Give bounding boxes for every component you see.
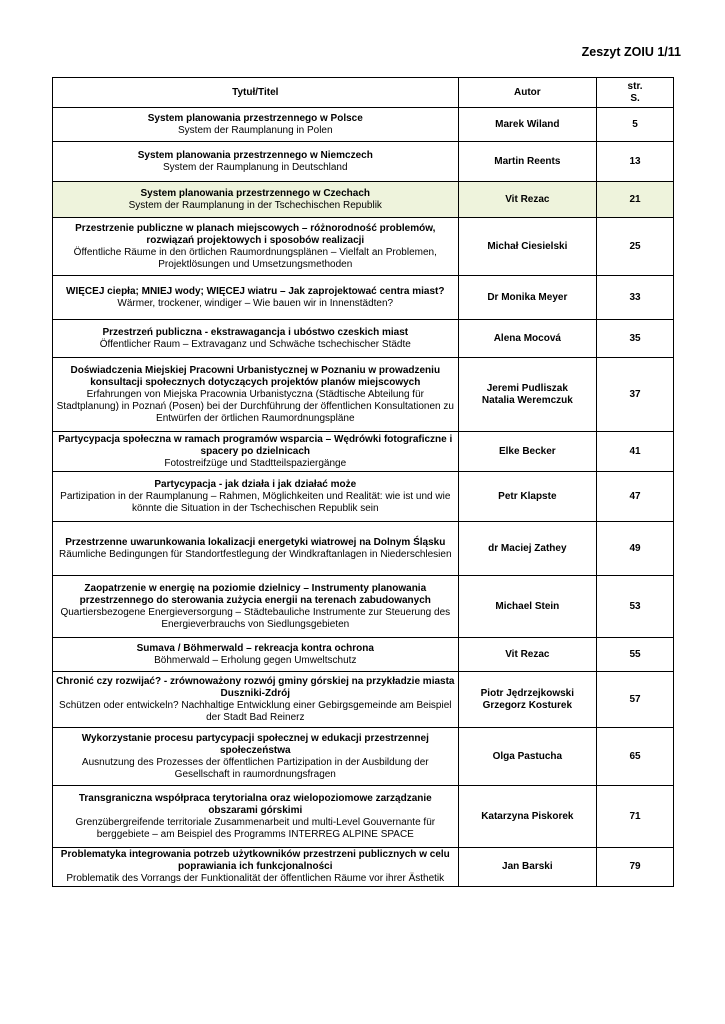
article-title-polish: WIĘCEJ ciepła; MNIEJ wody; WIĘCEJ wiatru – Jak zaprojektować centra miast? <box>66 285 445 297</box>
article-title-polish: Przestrzenne uwarunkowania lokalizacji energetyki wiatrowej na Dolnym Śląsku <box>65 536 446 548</box>
issue-label: Zeszyt ZOIU 1/11 <box>581 45 681 59</box>
author-name: Jan Barski <box>502 861 553 872</box>
article-title-polish: Doświadczenia Miejskiej Pracowni Urbanistycznej w Poznaniu w prowadzeniu konsultacji społecznych dotyczących projektów planów miejscowych <box>70 364 441 388</box>
author-cell <box>458 182 597 218</box>
page-number: 57 <box>597 672 674 728</box>
article-title-cell <box>53 142 459 182</box>
article-title-cell <box>53 672 459 728</box>
article-title-polish: System planowania przestrzennego w Czechach <box>140 187 371 199</box>
table-row <box>53 728 674 786</box>
table-row <box>53 472 674 522</box>
table-row <box>53 320 674 358</box>
author-cell <box>458 728 597 786</box>
article-title-german: Räumliche Bedingungen für Standortfestlegung der Windkraftanlagen in Niederschlesien <box>59 548 452 560</box>
article-title-cell <box>53 848 459 887</box>
author-name: Grzegorz Kosturek <box>482 699 573 711</box>
article-title-cell <box>53 218 459 276</box>
article-title-german: Problematik des Vorrangs der Funktionalität der öffentlichen Räume vor ihrer Ästhetik <box>66 873 445 884</box>
author-cell <box>458 522 597 576</box>
article-title-german: Ausnutzung des Prozesses der öffentlichen Partizipation in der Ausbildung der Gesellschaft in raumordnungsfragen <box>81 756 429 780</box>
article-title-polish: Zaopatrzenie w energię na poziomie dzielnicy – Instrumenty planowania przestrzennego do sterowania zużycia energii na terenach zabudowanych <box>79 582 431 606</box>
article-title-german: System der Raumplanung in Polen <box>178 124 333 136</box>
article-title-cell <box>53 728 459 786</box>
article-title-german: Fotostreifzüge und Stadtteilspaziergänge <box>164 457 347 469</box>
page-number: 79 <box>597 848 674 887</box>
article-title-polish: System planowania przestrzennego w Polsce <box>147 112 363 124</box>
table-row <box>53 358 674 432</box>
article-title-polish: Chronić czy rozwijać? - zrównoważony rozwój gminy górskiej na przykładzie miasta Duszniki-Zdrój <box>56 675 455 699</box>
page-number: 65 <box>597 728 674 786</box>
article-title-cell <box>53 472 459 522</box>
article-title-cell <box>53 638 459 672</box>
author-cell <box>458 576 597 638</box>
article-title-german: System der Raumplanung in Deutschland <box>163 161 348 173</box>
article-title-cell <box>53 522 459 576</box>
page-number: 35 <box>597 320 674 358</box>
article-title-cell <box>53 108 459 142</box>
author-name: dr Maciej Zathey <box>488 542 567 554</box>
author-cell <box>458 432 597 472</box>
author-cell <box>458 108 597 142</box>
table-row <box>53 182 674 218</box>
column-header-page-de: S. <box>630 92 640 104</box>
author-name: Alena Mocová <box>493 332 561 344</box>
table-header-row <box>53 78 674 108</box>
article-title-german: Böhmerwald – Erholung gegen Umweltschutz <box>154 654 357 666</box>
article-title-cell <box>53 358 459 432</box>
column-header-page-pl: str. <box>627 80 643 92</box>
author-name: Dr Monika Meyer <box>487 291 568 303</box>
page-number: 55 <box>597 638 674 672</box>
article-title-polish: Przestrzeń publiczna - ekstrawagancja i ubóstwo czeskich miast <box>102 326 409 338</box>
page-number: 49 <box>597 522 674 576</box>
table-row <box>53 672 674 728</box>
article-title-german: Öffentliche Räume in den örtlichen Raumordnungsplänen – Vielfalt an Problemen, Projektlösungen und Umsetzungsmethoden <box>73 246 437 270</box>
page-number: 37 <box>597 358 674 432</box>
table-row <box>53 786 674 848</box>
article-title-polish: Partycypacja - jak działa i jak działać może <box>154 478 357 490</box>
author-name: Michał Ciesielski <box>487 240 568 252</box>
article-title-german: Schützen oder entwickeln? Nachhaltige Entwicklung einer Gebirgsgemeinde am Beispiel der Stadt Bad Reinerz <box>59 699 452 723</box>
author-name: Elke Becker <box>498 445 556 457</box>
article-title-cell <box>53 320 459 358</box>
article-title-cell <box>53 432 459 472</box>
author-name: Petr Klapste <box>498 490 557 502</box>
article-title-polish: Sumava / Böhmerwald – rekreacja kontra ochrona <box>136 642 374 654</box>
article-title-german: Quartiersbezogene Energieversorgung – Städtebauliche Instrumente zur Steuerung des Energieverbrauchs von Siedlungsgebieten <box>60 606 451 630</box>
author-cell <box>458 276 597 320</box>
author-cell <box>458 672 597 728</box>
author-name: Piotr Jędrzejkowski <box>480 687 575 699</box>
article-title-german: Wärmer, trockener, windiger – Wie bauen wir in Innenstädten? <box>117 297 394 309</box>
column-header-page <box>597 78 674 108</box>
article-title-german: Erfahrungen von Miejska Pracownia Urbanistyczna (Städtische Abteilung für Stadtplanung) in Poznań (Posen) bei der Durchführung der öffentlichen Konsultationen zu Entwürfen der örtlichen Raumordnungspläne <box>56 388 454 424</box>
article-title-polish: Transgraniczna współpraca terytorialna oraz wielopoziomowe zarządzanie obszarami górskimi <box>78 792 432 816</box>
page-number: 21 <box>597 182 674 218</box>
author-name: Natalia Weremczuk <box>481 394 573 406</box>
author-name: Katarzyna Piskorek <box>481 810 574 822</box>
column-header-author: Autor <box>458 78 597 108</box>
page-number: 13 <box>597 142 674 182</box>
article-title-polish: Partycypacja społeczna w ramach programów wsparcia – Wędrówki fotograficzne i spacery po dzielnicach <box>58 433 453 457</box>
column-header-title: Tytuł/Titel <box>53 78 459 108</box>
article-title-polish: Przestrzenie publiczne w planach miejscowych – różnorodność problemów, rozwiązań projektowych i sposobów realizacji <box>75 222 436 246</box>
author-name: Jeremi Pudliszak <box>486 382 568 394</box>
author-name: Vit Rezac <box>505 193 550 205</box>
table-row <box>53 848 674 887</box>
author-cell <box>458 472 597 522</box>
page-number: 33 <box>597 276 674 320</box>
article-title-cell <box>53 576 459 638</box>
article-title-german: Öffentlicher Raum – Extravaganz und Schwäche tschechischer Städte <box>99 338 411 350</box>
table-row <box>53 142 674 182</box>
page-number: 25 <box>597 218 674 276</box>
article-title-cell <box>53 786 459 848</box>
page-number: 53 <box>597 576 674 638</box>
table-row <box>53 432 674 472</box>
author-name: Martin Reents <box>494 155 561 167</box>
author-cell <box>458 218 597 276</box>
author-cell <box>458 638 597 672</box>
table-row <box>53 218 674 276</box>
table-row <box>53 108 674 142</box>
table-row <box>53 638 674 672</box>
author-name: Michael Stein <box>495 600 560 612</box>
article-title-cell <box>53 276 459 320</box>
table-row <box>53 276 674 320</box>
table-row <box>53 576 674 638</box>
page-number: 5 <box>597 108 674 142</box>
author-cell <box>458 786 597 848</box>
author-cell <box>458 358 597 432</box>
article-title-german: System der Raumplanung in der Tschechischen Republik <box>128 199 382 211</box>
author-name: Marek Wiland <box>495 118 560 130</box>
article-title-german: Grenzübergreifende territoriale Zusammenarbeit und multi-Level Gouvernante für berggebiete – am Beispiel des Programms INTERREG ALPINE SPACE <box>75 816 436 840</box>
article-title-polish: Wykorzystanie procesu partycypacji społecznej w edukacji przestrzennej społeczeństwa <box>81 732 429 756</box>
table-row <box>53 522 674 576</box>
author-cell <box>458 848 597 887</box>
page-number: 47 <box>597 472 674 522</box>
article-title-german: Partizipation in der Raumplanung – Rahmen, Möglichkeiten und Realität: wie ist und wie könnte die Situation in der Tschechischen Republik sein <box>60 490 451 514</box>
article-title-polish: Problematyka integrowania potrzeb użytkowników przestrzeni publicznych w celu poprawiania ich funkcjonalności <box>60 849 450 872</box>
page-number: 41 <box>597 432 674 472</box>
contents-table <box>52 77 674 887</box>
article-title-cell <box>53 182 459 218</box>
author-name: Olga Pastucha <box>492 750 563 762</box>
author-name: Vit Rezac <box>505 648 550 660</box>
author-cell <box>458 320 597 358</box>
article-title-polish: System planowania przestrzennego w Niemczech <box>137 149 373 161</box>
author-cell <box>458 142 597 182</box>
page-number: 71 <box>597 786 674 848</box>
